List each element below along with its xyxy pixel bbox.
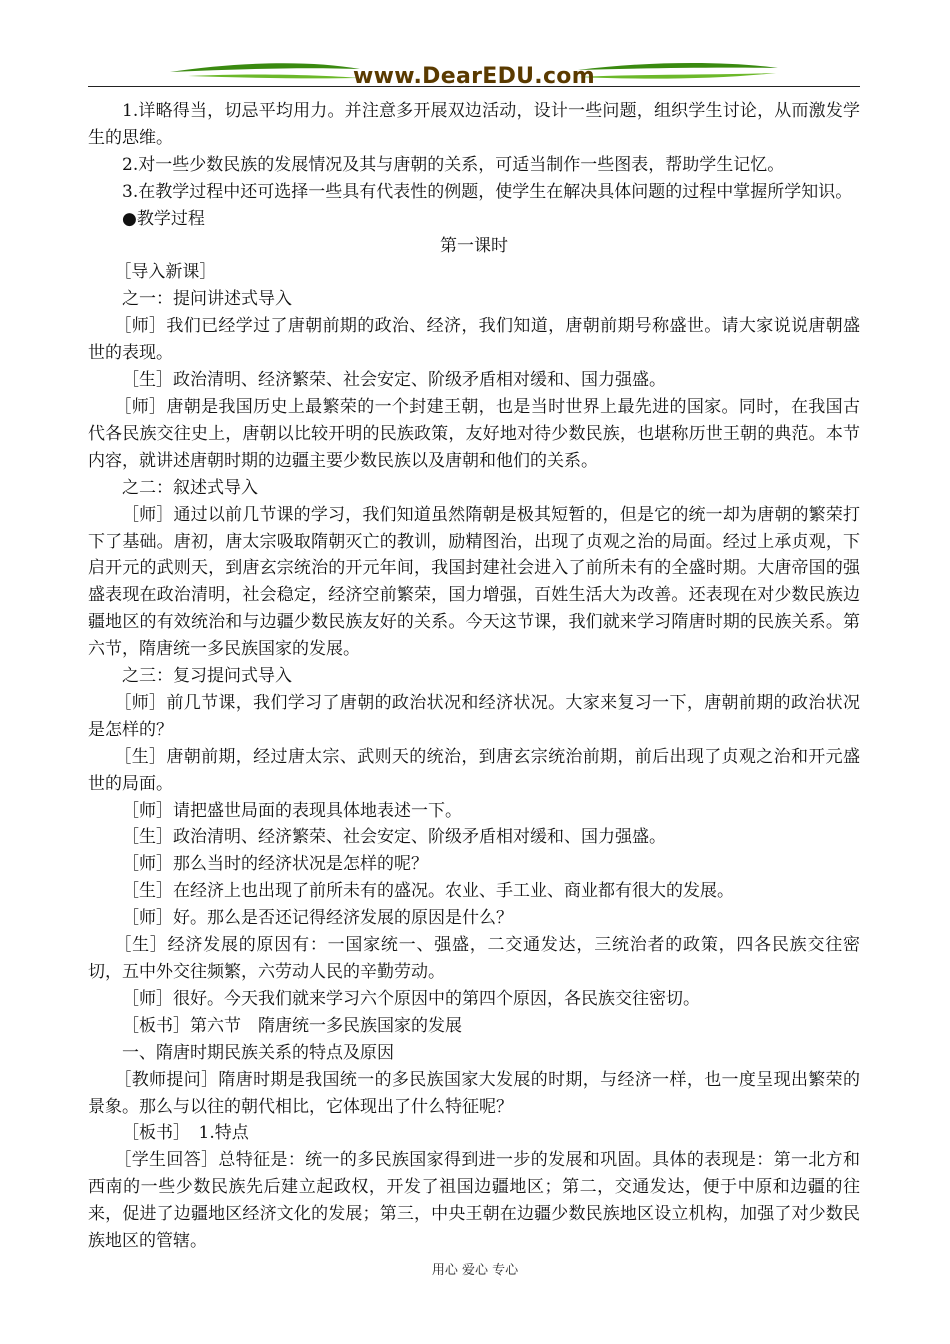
document-body — [88, 98, 860, 1255]
section-heading: ●教学过程 — [122, 208, 205, 229]
page-footer: 用心 爱心 专心 — [431, 1263, 519, 1278]
paragraph: ［生］唐朝前期，经过唐太宗、武则天的统治，到唐玄宗统治前期，前后出现了贞观之治和开元盛世的局面。 — [88, 746, 860, 794]
site-logo-text: www.DearEDU.com — [353, 64, 595, 89]
paragraph: ［板书］第六节 隋唐统一多民族国家的发展 — [122, 1015, 462, 1036]
paragraph: ［生］经济发展的原因有：一国家统一、强盛，二交通发达，三统治者的政策，四各民族交往密切，五中外交往频繁，六劳动人民的辛勤劳动。 — [88, 935, 860, 982]
paragraph: 一、隋唐时期民族关系的特点及原因 — [122, 1042, 394, 1063]
paragraph: ［导入新课］ — [114, 262, 217, 283]
paragraph: ［师］很好。今天我们就来学习六个原因中的第四个原因，各民族交往密切。 — [122, 988, 700, 1009]
paragraph: ［师］我们已经学过了唐朝前期的政治、经济，我们知道，唐朝前期号称盛世。请大家说说唐朝盛世的表现。 — [88, 316, 860, 364]
paragraph: ［学生回答］总特征是：统一的多民族国家得到进一步的发展和巩固。具体的表现是：第一北方和西南的一些少数民族先后建立起政权，开发了祖国边疆地区；第二，交通发达，便于中原和边疆的往来，促进了边疆地区经济文化的发展；第三，中央王朝在边疆少数民族地区设立机构，加强了对少数民族地区的管辖。 — [88, 1150, 860, 1252]
lesson-title: 第一课时 — [440, 235, 508, 256]
paragraph: 2.对一些少数民族的发展情况及其与唐朝的关系，可适当制作一些图表，帮助学生记忆。 — [122, 154, 785, 175]
paragraph: ［生］在经济上也出现了前所未有的盛况。农业、手工业、商业都有很大的发展。 — [122, 881, 734, 902]
paragraph: 之二：叙述式导入 — [122, 477, 258, 498]
paragraph: ［师］前几节课，我们学习了唐朝的政治状况和经济状况。大家来复习一下，唐朝前期的政治状况是怎样的？ — [88, 692, 860, 740]
paragraph: ［生］政治清明、经济繁荣、社会安定、阶级矛盾相对缓和、国力强盛。 — [122, 370, 666, 391]
paragraph: ［师］通过以前几节课的学习，我们知道虽然隋朝是极其短暂的，但是它的统一却为唐朝的繁荣打下了基础。唐初，唐太宗吸取隋朝灭亡的教训，励精图治，出现了贞观之治的局面。经过上承贞观，下启开元的武则天，到唐玄宗统治的开元年间，我国封建社会进入了前所未有的全盛时期。大唐帝国的强盛表现在政治清明，社会稳定，经济空前繁荣，国力增强，百姓生活大为改善。还表现在对少数民族边疆地区的有效统治和与边疆少数民族友好的关系。今天这节课，我们就来学习隋唐时期的民族关系。第六节，隋唐统一多民族国家的发展。 — [88, 504, 860, 660]
paragraph: 3.在教学过程中还可选择一些具有代表性的例题，使学生在解决具体问题的过程中掌握所学知识。 — [122, 181, 853, 202]
paragraph: ［生］政治清明、经济繁荣、社会安定、阶级矛盾相对缓和、国力强盛。 — [122, 827, 666, 848]
paragraph: ［师］唐朝是我国历史上最繁荣的一个封建王朝，也是当时世界上最先进的国家。同时，在我国古代各民族交往史上，唐朝以比较开明的民族政策，友好地对待少数民族，也堪称历世王朝的典范。本节内容，就讲述唐朝时期的边疆主要少数民族以及唐朝和他们的关系。 — [88, 396, 860, 471]
paragraph: 之一：提问讲述式导入 — [122, 289, 292, 310]
paragraph: 1.详略得当，切忌平均用力。并注意多开展双边活动，设计一些问题，组织学生讨论，从而激发学生的思维。 — [88, 101, 860, 148]
paragraph: ［教师提问］隋唐时期是我国统一的多民族国家大发展的时期，与经济一样，也一度呈现出繁荣的景象。那么与以往的朝代相比，它体现出了什么特征呢？ — [88, 1069, 860, 1117]
paragraph: ［师］请把盛世局面的表现具体地表述一下。 — [122, 800, 462, 821]
paragraph: 之三：复习提问式导入 — [122, 666, 292, 687]
paragraph: ［师］那么当时的经济状况是怎样的呢？ — [122, 854, 428, 875]
header-rule — [88, 86, 860, 87]
paragraph: ［板书］ 1.特点 — [122, 1123, 249, 1144]
paragraph: ［师］好。那么是否还记得经济发展的原因是什么？ — [122, 908, 513, 929]
